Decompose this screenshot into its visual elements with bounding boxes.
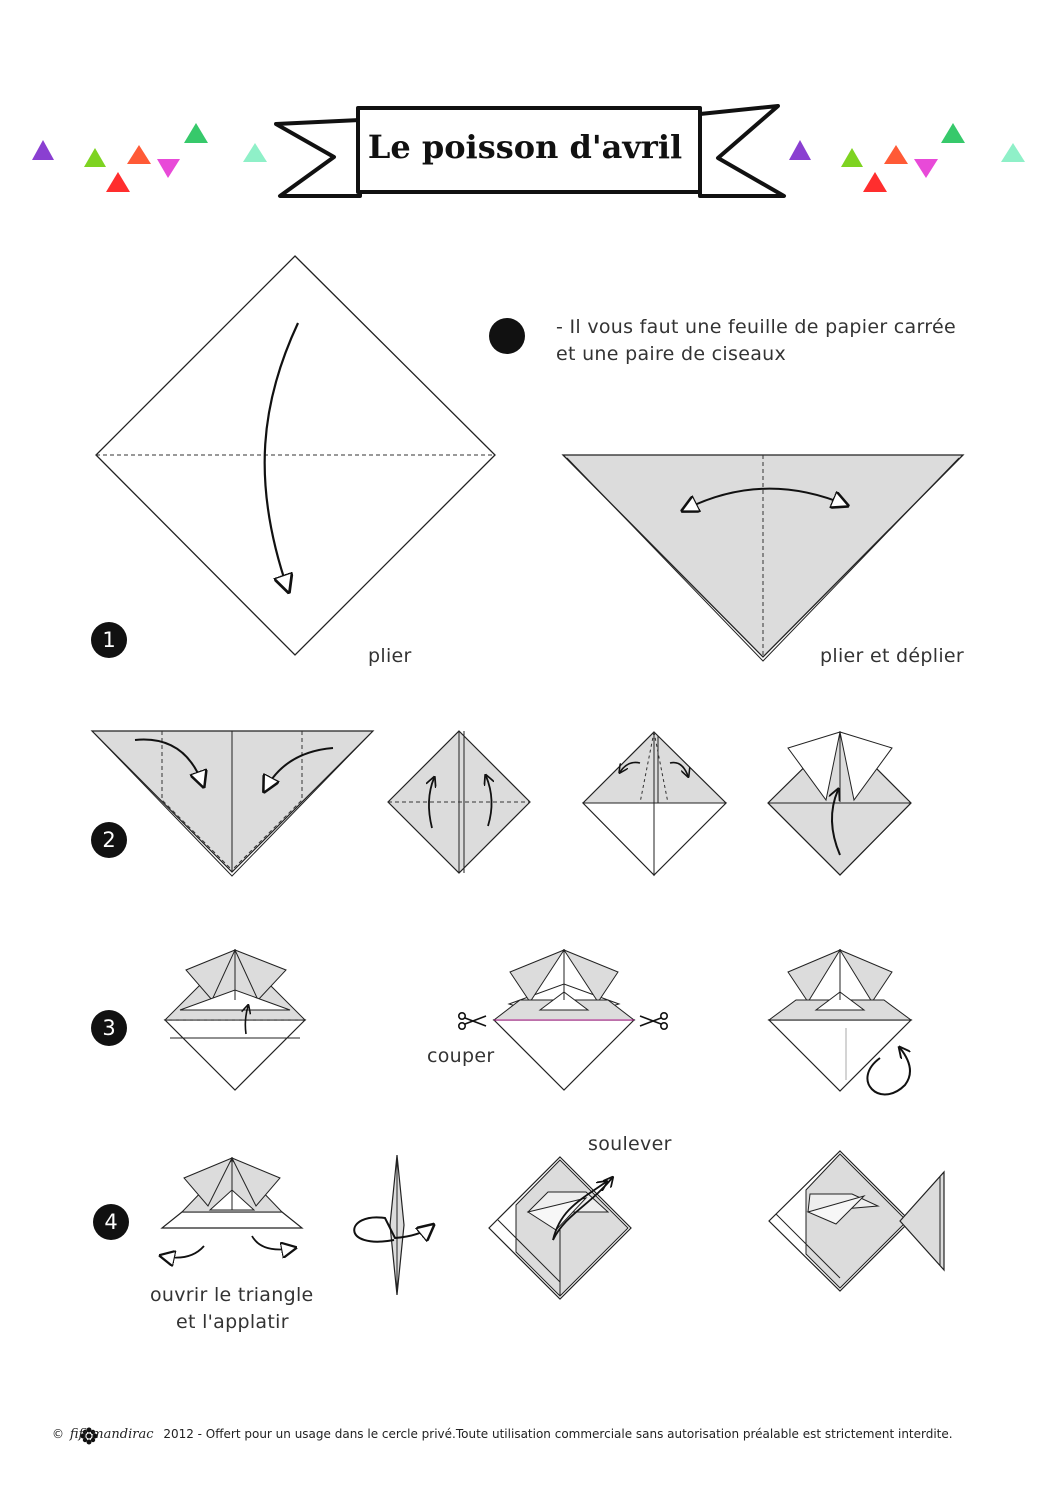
step-number-4: 4 — [93, 1204, 129, 1240]
caption-open-triangle: ouvrir le triangle — [150, 1284, 314, 1306]
footer-text: 2012 - Offert pour un usage dans le cercle privé.Toute utilisation commerciale sans autorisation préalable est strictement interdite. — [163, 1427, 953, 1441]
step1-square — [96, 256, 495, 655]
step4-fold-b — [354, 1155, 432, 1295]
confetti-left — [32, 123, 267, 192]
page-title: Le poisson d'avril — [367, 128, 683, 166]
intro-line-2: et une paire de ciseaux — [556, 343, 787, 365]
step-number-3: 3 — [91, 1010, 127, 1046]
step-number-2: 2 — [91, 822, 127, 858]
step2-fold-d — [768, 732, 911, 875]
step2-fold-c — [583, 732, 726, 875]
caption-fold: plier — [368, 645, 412, 667]
bullet-dot — [489, 318, 525, 354]
step-number-1: 1 — [91, 622, 127, 658]
step3-fold-b — [494, 950, 634, 1090]
caption-cut: couper — [427, 1045, 495, 1067]
copyright-symbol: © — [52, 1427, 64, 1441]
scissors-right-icon — [640, 1013, 667, 1029]
step3-fold-c — [769, 950, 911, 1094]
step2-fold-b — [388, 731, 530, 873]
caption-fold-unfold: plier et déplier — [820, 645, 965, 667]
step4-fold-c — [489, 1157, 631, 1299]
confetti-right — [789, 123, 1025, 192]
scissors-left-icon — [459, 1013, 486, 1029]
step3-fold-a — [165, 950, 305, 1090]
brand-name: fifi mandirac — [69, 1427, 154, 1442]
footer — [52, 1427, 953, 1442]
step4-fold-a — [162, 1158, 302, 1258]
caption-lift: soulever — [588, 1133, 672, 1155]
caption-flatten: et l'applatir — [176, 1311, 289, 1333]
intro-line-1: - Il vous faut une feuille de papier carrée — [556, 316, 956, 338]
step4-fish — [769, 1151, 944, 1291]
step1-triangle — [563, 455, 963, 661]
step2-fold-a — [92, 731, 373, 876]
